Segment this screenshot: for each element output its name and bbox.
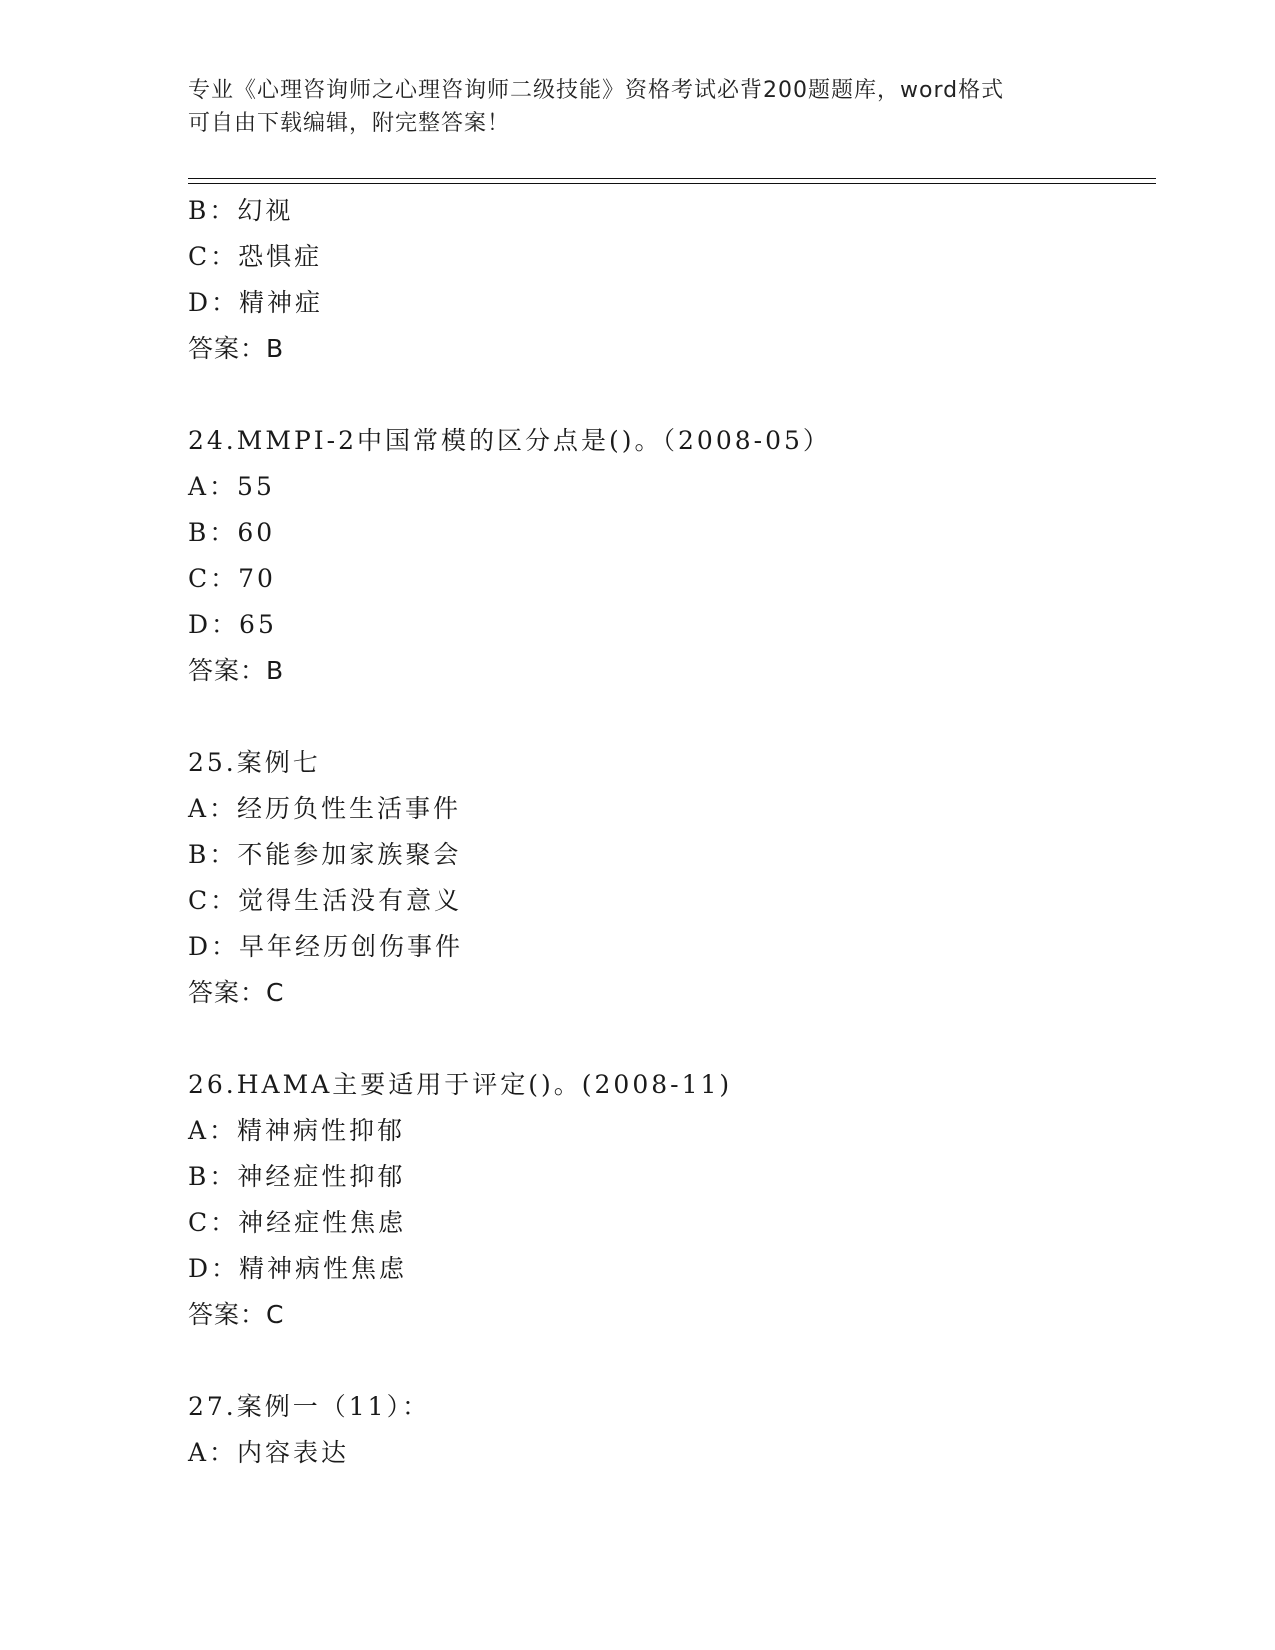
question-stem: 24.MMPI-2中国常模的区分点是()。（2008-05） — [188, 426, 831, 455]
option-a: A：55 — [188, 472, 275, 501]
option-c: C：70 — [188, 564, 276, 593]
header-line-2: 可自由下载编辑，附完整答案！ — [188, 111, 511, 136]
question-26 — [188, 1062, 1148, 1338]
question-stem: 27.案例一（11）： — [188, 1392, 431, 1421]
option-b: B：神经症性抑郁 — [188, 1162, 406, 1191]
header-rule-bottom — [188, 183, 1156, 184]
question-25 — [188, 740, 1148, 1016]
question-stem: 25.案例七 — [188, 748, 321, 777]
question-list — [188, 188, 1148, 1476]
option-d: D：精神病性焦虑 — [188, 1254, 408, 1283]
answer-line: 答案：B — [188, 334, 285, 363]
answer-line: 答案：B — [188, 656, 285, 685]
question-fragment — [188, 188, 1148, 372]
option-a: A：内容表达 — [188, 1438, 350, 1467]
option-b: B：幻视 — [188, 196, 294, 225]
option-d: D：精神症 — [188, 288, 324, 317]
option-c: C：神经症性焦虑 — [188, 1208, 407, 1237]
question-27 — [188, 1384, 1148, 1476]
answer-line: 答案：C — [188, 1300, 285, 1329]
option-d: D：65 — [188, 610, 277, 639]
question-stem: 26.HAMA主要适用于评定()。(2008-11) — [188, 1070, 733, 1099]
document-header — [188, 74, 1088, 140]
option-a: A：经历负性生活事件 — [188, 794, 462, 823]
option-a: A：精神病性抑郁 — [188, 1116, 406, 1145]
header-rule-top — [188, 178, 1156, 179]
option-b: B：不能参加家族聚会 — [188, 840, 462, 869]
option-c: C：恐惧症 — [188, 242, 323, 271]
option-b: B：60 — [188, 518, 276, 547]
header-line-1: 专业《心理咨询师之心理咨询师二级技能》资格考试必背200题题库，word格式 — [188, 78, 1005, 103]
option-c: C：觉得生活没有意义 — [188, 886, 463, 915]
option-d: D：早年经历创伤事件 — [188, 932, 464, 961]
answer-line: 答案：C — [188, 978, 285, 1007]
question-24 — [188, 418, 1148, 694]
